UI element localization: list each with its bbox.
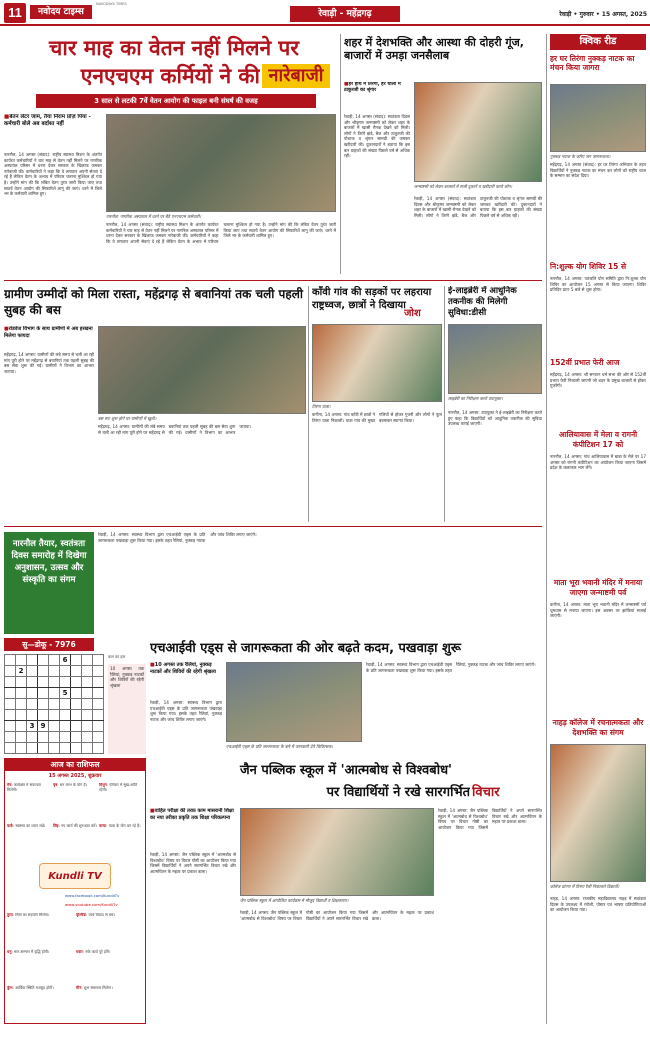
sudoku-cell[interactable]: [5, 743, 16, 754]
sudoku-hint: कल का हल: [108, 654, 126, 659]
sudoku-cell[interactable]: [93, 699, 104, 710]
paper-tag: NAVODAYA TIMES: [96, 2, 127, 6]
sudoku-cell[interactable]: [27, 677, 38, 688]
rashi-sign: सिंह: [53, 823, 59, 829]
sudoku-cell[interactable]: [38, 699, 49, 710]
sudoku-cell[interactable]: [27, 710, 38, 721]
nahar-college-caption: कॉलेज प्रांगण में तिरंगा रैली निकालते विद्यार्थी।: [550, 884, 620, 889]
sudoku-cell[interactable]: [16, 655, 27, 666]
rashi-text: मित्रों का सहयोग मिलेगा।: [15, 913, 50, 917]
sudoku-cell[interactable]: [27, 688, 38, 699]
rashi-text: नए कार्य की शुरुआत करें।: [61, 823, 97, 829]
sudoku-cell[interactable]: [82, 699, 93, 710]
sudoku-cell[interactable]: [27, 699, 38, 710]
nahar-college-photo: [550, 744, 646, 882]
yoga-headline: नि:शुल्क योग शिविर 15 से: [550, 262, 627, 271]
sudoku-cell[interactable]: [27, 666, 38, 677]
masthead: [0, 0, 650, 26]
bus-photo: [98, 326, 306, 414]
rashi-item: वृश्चिक: व्यर्थ विवाद से बचें।: [76, 913, 115, 917]
rashi-item: मिथुन: परिवार में सुख-शांति रहेगी।: [99, 783, 138, 792]
rashi-item: कन्या: यात्रा के योग बन रहे हैं।: [99, 823, 141, 829]
sudoku-cell[interactable]: [5, 666, 16, 677]
kanvi-photo: [312, 324, 442, 402]
jain-caption: जैन पब्लिक स्कूल में आयोजित कार्यक्रम में मौजूद विद्यार्थी व शिक्षकगण।: [240, 898, 349, 903]
sudoku-cell[interactable]: [60, 666, 71, 677]
rashi-sign: वृष: [53, 783, 58, 787]
sudoku-cell[interactable]: [49, 699, 60, 710]
sudoku-cell[interactable]: 2: [16, 666, 27, 677]
rashi-sign: तुला: [7, 913, 13, 917]
sudoku-cell[interactable]: 3: [27, 721, 38, 732]
sudoku-cell[interactable]: [60, 721, 71, 732]
rashi-text: धन लाभ के योग हैं।: [59, 783, 88, 787]
sudoku-cell[interactable]: [93, 655, 104, 666]
sudoku-cell[interactable]: 9: [38, 721, 49, 732]
rashi-text: रुके कार्य पूरे होंगे।: [85, 948, 111, 954]
rashifal-box: [4, 758, 146, 1024]
bus-caption: बस रूट शुरू होने पर ग्रामीणों में खुशी।: [98, 416, 157, 421]
tiranga-bullet: ■ हर हाथ में तिरंगा, हर थाली में ठाकुरजी का श्रृंगार: [344, 82, 410, 112]
sudoku-cell[interactable]: [71, 710, 82, 721]
page-number: 11: [4, 3, 26, 23]
rashi-item: कर्क: स्वास्थ्य का ध्यान रखें।: [7, 823, 46, 829]
sudoku-cell[interactable]: [93, 743, 104, 754]
rashi-item: तुला: मित्रों का सहयोग मिलेगा।: [7, 913, 50, 917]
lead-photo: [106, 114, 336, 212]
elibrary-headline: ई-लाइब्रेरी में आधुनिक तकनीक की मिलेगी सुविधा:डीसी: [448, 286, 517, 318]
rashi-text: यात्रा के योग बन रहे हैं।: [108, 823, 141, 829]
rashi-item: मीन: शुभ समाचार मिलेगा।: [76, 985, 113, 991]
sudoku-cell[interactable]: [38, 732, 49, 743]
facebook-link[interactable]: www.facebook.com/KundliTv: [65, 893, 120, 898]
rashi-sign: कुंभ: [7, 985, 13, 991]
sudoku-cell[interactable]: [5, 721, 16, 732]
nahar-college-body: नाहड़, 14 अगस्त: राजकीय महाविद्यालय नाहड़ में स्वतंत्रता दिवस के उपलक्ष्य में रंगोली, पोस्टर एवं भाषण प्रतियोगिताओं का आयोजन किया गया।: [550, 896, 646, 913]
jain-body-2: रेवाड़ी, 14 अगस्त: जैन पब्लिक स्कूल में 'आत्मबोध से विश्वबोध' विषय पर विचार गोष्ठी का आयोजन किया गया जिसमें विद्यार्थियों ने अपने सारगर्भित विचार रखे और आत्मचिंतन के महत्व पर प्रकाश डाला।: [240, 910, 434, 921]
rashi-text: कार्यक्षेत्र में सफलता मिलेगी।: [7, 783, 41, 792]
lead-headline-highlight: नारेबाजी: [262, 64, 330, 88]
sudoku-cell[interactable]: [71, 743, 82, 754]
rashi-text: शुभ समाचार मिलेगा।: [83, 985, 113, 991]
tiranga-caption: जन्माष्टमी को लेकर बाजारों में सजी दुकानें व खरीदारी करते लोग।: [414, 184, 513, 189]
sudoku-cell[interactable]: [27, 743, 38, 754]
rashi-item: धनु: मान-सम्मान में वृद्धि होगी।: [7, 948, 50, 954]
sudoku-cell[interactable]: [49, 677, 60, 688]
kanvi-headline-highlight: जोश: [404, 308, 421, 319]
green-box: नारनौल तैयार, स्वतंत्रता दिवस समारोह में दिखेगा अनुशासन, उत्सव और संस्कृति का संगम: [4, 532, 94, 634]
sudoku-cell[interactable]: [27, 655, 38, 666]
sudoku-cell[interactable]: [5, 710, 16, 721]
jain-photo: [240, 808, 434, 896]
rashi-item: मेष: कार्यक्षेत्र में सफलता मिलेगी।: [7, 783, 41, 792]
sudoku-rules: 10 अगस्त तक रैलियां, नुक्कड़ नाटकों और शिविरों की रहेगी श्रृंखला: [108, 664, 146, 754]
rashi-text: परिवार में सुख-शांति रहेगी।: [99, 783, 138, 792]
bus-bullet: ■ रोडवेज विभाग के साथ ग्रामीणों में अब हरखना मिलेगा फायदा: [4, 326, 94, 350]
sudoku-cell[interactable]: [71, 666, 82, 677]
sudoku-cell[interactable]: [38, 677, 49, 688]
rashi-text: मान-सम्मान में वृद्धि होगी।: [13, 948, 50, 954]
paper-logo: नवोदय टाइम्स: [30, 5, 92, 19]
sudoku-cell[interactable]: [60, 710, 71, 721]
sudoku-cell[interactable]: [60, 743, 71, 754]
sudoku-cell[interactable]: [27, 732, 38, 743]
bhura-bhawani-headline: माता भूरा भवानी मंदिर में मनाया जाएगा जन्माष्टमी पर्व: [553, 578, 643, 597]
aids-headline: एचआईवी एड्स से जागरूकता की ओर बढ़ते कदम, पखवाड़ा शुरू: [150, 641, 461, 656]
sudoku-cell[interactable]: [49, 688, 60, 699]
sudoku-cell[interactable]: [5, 655, 16, 666]
sudoku-cell[interactable]: [71, 677, 82, 688]
rashifal-grid: [7, 783, 143, 859]
lead-body-2: नारनौल, 14 अगस्त (संवाद): राष्ट्रीय स्वास्थ्य मिशन के अंतर्गत कार्यरत कर्मचारियों ने चार माह से वेतन नहीं मिलने पर नागरिक अस्पताल परिसर में धरना देकर सरकार के खिलाफ जमकर नारेबाजी की। कर्मचारियों ने कहा कि वे लगातार अपनी सेवाएं दे रहे हैं लेकिन वेतन के अभाव में परिवार चलाना मुश्किल हो गया है। उन्होंने मांग की कि लंबित वेतन तुरंत जारी किया जाए तथा सातवें वेतन आयोग की सिफारिशें लागू की जाएं। धरने में जिले भर के कर्मचारी शामिल हुए।: [106, 222, 336, 244]
sudoku-cell[interactable]: [82, 655, 93, 666]
sudoku-cell[interactable]: [16, 699, 27, 710]
sudoku-cell[interactable]: [71, 688, 82, 699]
sudoku-cell[interactable]: [5, 732, 16, 743]
yoga-body: नारनौल, 14 अगस्त: पतंजलि योग समिति द्वारा नि:शुल्क योग शिविर का आयोजन 15 अगस्त से किया जाएगा। शिविर प्रतिदिन प्रातः 5 बजे से शुरू होगा।: [550, 276, 646, 293]
sudoku-cell[interactable]: [38, 666, 49, 677]
jain-body: रेवाड़ी, 14 अगस्त: जैन पब्लिक स्कूल में 'आत्मबोध से विश्वबोध' विषय पर विचार गोष्ठी का आयोजन किया गया जिसमें विद्यार्थियों ने अपने सारगर्भित विचार रखे और आत्मचिंतन के महत्व पर प्रकाश डाला।: [150, 852, 236, 874]
nahar-college-headline: नाहड़ कॉलेज में रचनात्मकता और देशभक्ति का संगम: [552, 718, 644, 737]
aliyawas-headline: आलियावास में मेला व रागनी कंपीटिशन 17 को: [558, 430, 638, 449]
rashi-sign: मिथुन: [99, 783, 107, 787]
sudoku-title: सु—डोकू - 7976: [4, 638, 94, 651]
sudoku-cell[interactable]: [16, 743, 27, 754]
rashi-item: कुंभ: आर्थिक स्थिति मजबूत होगी।: [7, 985, 54, 991]
quick-read-label: क्विक रीड: [550, 34, 646, 50]
elibrary-photo: [448, 324, 542, 394]
kanvi-caption: तिरंगा यात्रा।: [312, 404, 331, 409]
section-title: रेवाड़ी - महेंद्रगढ़: [290, 6, 400, 22]
rashi-item: वृष: धन लाभ के योग हैं।: [53, 783, 88, 787]
jain-headline-2: पर विद्यार्थियों ने रखे सारगर्भित: [326, 785, 470, 800]
lead-photo-caption: नारनौल: नागरिक अस्पताल में धरने पर बैठे एनएचएम कर्मचारी।: [106, 214, 202, 219]
lead-subheadline: 3 साल से लटकी 7वें वेतन आयोग की फाइल बनी संघर्ष की वजह: [36, 94, 316, 108]
sudoku-cell[interactable]: [60, 677, 71, 688]
sudoku-cell[interactable]: 5: [60, 688, 71, 699]
sudoku-cell[interactable]: [49, 655, 60, 666]
kanvi-headline: काँवी गांव की सड़कों पर लहराया राष्ट्रध्वज, छात्रों ने दिखाया: [312, 287, 432, 311]
sudoku-cell[interactable]: [93, 688, 104, 699]
rashi-text: आर्थिक स्थिति मजबूत होगी।: [15, 985, 54, 991]
sudoku-cell[interactable]: [82, 710, 93, 721]
rashi-sign: मकर: [76, 948, 83, 954]
sudoku-cell[interactable]: 6: [60, 655, 71, 666]
rashi-item: सिंह: नए कार्य की शुरुआत करें।: [53, 823, 97, 829]
sudoku-cell[interactable]: [82, 666, 93, 677]
rashi-sign: वृश्चिक: [76, 913, 87, 917]
sudoku-cell[interactable]: [93, 710, 104, 721]
aids-caption: एचआईवी एड्स के प्रति जागरूकता के बारे में जानकारी देते चिकित्सक।: [226, 744, 333, 749]
kanvi-body: कनीना, 14 अगस्त: गांव काँवी में छात्रों ने तिरंगा यात्रा निकाली। यात्रा गांव की मुख्य गलियों से होकर गुजरी और लोगों ने फूल बरसाकर स्वागत किया।: [312, 412, 442, 423]
bhura-bhawani-body: कनीना, 14 अगस्त: माता भूरा भवानी मंदिर में जन्माष्टमी पर्व धूमधाम से मनाया जाएगा। इस अवसर पर झांकियां सजाई जाएंगी।: [550, 602, 646, 619]
row3-body-a: रेवाड़ी, 14 अगस्त: स्वास्थ्य विभाग द्वारा एचआईवी एड्स के प्रति जागरूकता पखवाड़ा शुरू किया गया। इसके तहत रैलियां, नुक्कड़ नाटक और जांच शिविर लगाए जाएंगे।: [98, 532, 257, 543]
sudoku-cell[interactable]: [16, 732, 27, 743]
rashifal-grid-2: [7, 913, 143, 1021]
sudoku-cell[interactable]: [49, 666, 60, 677]
lead-body: नारनौल, 14 अगस्त (संवाद): राष्ट्रीय स्वास्थ्य मिशन के अंतर्गत कार्यरत कर्मचारियों ने चार माह से वेतन नहीं मिलने पर नागरिक अस्पताल परिसर में धरना देकर सरकार के खिलाफ जमकर नारेबाजी की। कर्मचारियों ने कहा कि वे लगातार अपनी सेवाएं दे रहे हैं लेकिन वेतन के अभाव में परिवार चलाना मुश्किल हो गया है। उन्होंने मांग की कि लंबित वेतन तुरंत जारी किया जाए तथा सातवें वेतन आयोग की सिफारिशें लागू की जाएं। धरने में जिले भर के कर्मचारी शामिल हुए।: [4, 152, 102, 197]
bus-body: महेंद्रगढ़, 14 अगस्त: ग्रामीणों की लंबे समय से चली आ रही मांग पूरी होने पर महेंद्रगढ़ से बवानियां तक पहली सुबह की बस सेवा शुरू की गई। ग्रामीणों ने विभाग का आभार जताया।: [4, 352, 94, 374]
bus-body-2: महेंद्रगढ़, 14 अगस्त: ग्रामीणों की लंबे समय से चली आ रही मांग पूरी होने पर महेंद्रगढ़ से बवानियां तक पहली सुबह की बस सेवा शुरू की गई। ग्रामीणों ने विभाग का आभार जताया।: [98, 424, 251, 435]
lead-bullet: ■ बेतन लेटर जाम, तैया निराम प्रोज़ पिया - कर्मचारी बोले अब बर्दाश्त नहीं: [4, 114, 102, 150]
sudoku-cell[interactable]: [71, 655, 82, 666]
aids-photo: [226, 662, 362, 742]
lead-headline-1: चार माह का वेतन नहीं मिलने पर: [49, 36, 299, 60]
jain-bullet: ■ वाहित परीक्षा की तरफ़ काम मासरानी शिक्षा का नया तरीका प्रकृति तक शिक्षा परिकल्पना: [150, 808, 236, 850]
sudoku-cell[interactable]: [93, 721, 104, 732]
rashi-text: स्वास्थ्य का ध्यान रखें।: [15, 823, 46, 829]
sudoku-cell[interactable]: [71, 721, 82, 732]
sudoku-cell[interactable]: [5, 699, 16, 710]
jain-body-3: रेवाड़ी, 14 अगस्त: जैन पब्लिक स्कूल में 'आत्मबोध से विश्वबोध' विषय पर विचार गोष्ठी का आयोजन किया गया जिसमें विद्यार्थियों ने अपने सारगर्भित विचार रखे और आत्मचिंतन के महत्व पर प्रकाश डाला।: [438, 808, 542, 830]
tiranga-photo: [414, 82, 542, 182]
rashifal-date: 15 अगस्त 2025, शुक्रवार: [48, 773, 102, 779]
rashi-sign: कन्या: [99, 823, 107, 829]
aids-body: रेवाड़ी, 14 अगस्त: स्वास्थ्य विभाग द्वारा एचआईवी एड्स के प्रति जागरूकता पखवाड़ा शुरू किया गया। इसके तहत रैलियां, नुक्कड़ नाटक और जांच शिविर लगाए जाएंगे।: [150, 700, 222, 722]
sudoku-cell[interactable]: [82, 721, 93, 732]
edition-info: रेवाड़ी • गुरुवार • 15 अगस्त, 2025: [559, 11, 647, 18]
sudoku-grid[interactable]: [4, 654, 104, 754]
sudoku-cell[interactable]: [5, 677, 16, 688]
quick-read-photo: [550, 84, 646, 152]
jain-headline-highlight: विचार: [472, 785, 500, 800]
sudoku-cell[interactable]: [49, 732, 60, 743]
sudoku-cell[interactable]: [5, 688, 16, 699]
rashi-sign: धनु: [7, 948, 12, 954]
tiranga-body: रेवाड़ी, 14 अगस्त (संवाद): स्वतंत्रता दिवस और श्रीकृष्ण जन्माष्टमी को लेकर शहर के बाजारों में खासी रौनक देखने को मिली। लोगों ने तिरंगे झंडे, बैज और ठाकुरजी की पोशाक व श्रृंगार सामग्री की जमकर खरीदारी की। दुकानदारों ने बताया कि इस बार ग्राहकों की संख्या पिछले वर्ष से अधिक रही।: [344, 114, 410, 159]
sudoku-cell[interactable]: [60, 699, 71, 710]
sudoku-cell[interactable]: [38, 688, 49, 699]
prabhat-headline: 152वीं प्रभात फेरी आज: [550, 358, 620, 367]
aids-bullet: ■ 10 अगस्त तक रैलियां, नुक्कड़ नाटकों और शिविरों की रहेगी श्रृंखला: [150, 662, 222, 696]
quick-read-caption: नुक्कड़ नाटक के जरिए जन जागरूकता।: [550, 154, 611, 159]
sudoku-cell[interactable]: [49, 743, 60, 754]
quick-read-body: महेंद्रगढ़, 14 अगस्त (संवाद): हर घर तिरंगा अभियान के तहत विद्यार्थियों ने नुक्कड़ नाटक का मंचन कर लोगों को राष्ट्रीय ध्वज के सम्मान का संदेश दिया।: [550, 162, 646, 179]
sudoku-cell[interactable]: [16, 677, 27, 688]
bus-headline: ग्रामीण उम्मीदों को मिला रास्ता, महेंद्रगढ़ से बवानियां तक चली पहली सुबह की बस: [4, 287, 303, 317]
elibrary-caption: लाइब्रेरी का निरीक्षण करते उपायुक्त।: [448, 396, 503, 401]
sudoku-cell[interactable]: [49, 710, 60, 721]
sudoku-cell[interactable]: [60, 732, 71, 743]
aliyawas-body: नारनौल, 14 अगस्त: गांव आलियावास में बाबा के मेले पर 17 अगस्त को रागनी कंपीटिशन का आयोजन किया जाएगा जिसमें प्रदेश के कलाकार भाग लेंगे।: [550, 454, 646, 471]
prabhat-body: महेंद्रगढ़, 14 अगस्त: श्री सनातन धर्म सभा की ओर से 152वीं प्रभात फेरी निकाली जाएगी जो शहर के प्रमुख बाजारों से होकर गुजरेगी।: [550, 372, 646, 389]
sudoku-cell[interactable]: [82, 688, 93, 699]
rashi-text: व्यर्थ विवाद से बचें।: [88, 913, 115, 917]
sudoku-cell[interactable]: [71, 699, 82, 710]
sudoku-cell[interactable]: [16, 688, 27, 699]
sudoku-cell[interactable]: [49, 721, 60, 732]
sudoku-cell[interactable]: [93, 666, 104, 677]
rashi-sign: मेष: [7, 783, 12, 787]
rashi-sign: मीन: [76, 985, 82, 991]
sudoku-cell[interactable]: [16, 721, 27, 732]
lead-headline-2: एनएचएम कर्मियों ने की: [80, 64, 260, 88]
sudoku-cell[interactable]: [93, 677, 104, 688]
sudoku-cell[interactable]: [38, 655, 49, 666]
sudoku-cell[interactable]: [82, 732, 93, 743]
youtube-link[interactable]: www.youtube.com/KundliTv: [65, 902, 118, 907]
tiranga-body-2: रेवाड़ी, 14 अगस्त (संवाद): स्वतंत्रता दिवस और श्रीकृष्ण जन्माष्टमी को लेकर शहर के बाजारों में खासी रौनक देखने को मिली। लोगों ने तिरंगे झंडे, बैज और ठाकुरजी की पोशाक व श्रृंगार सामग्री की जमकर खरीदारी की। दुकानदारों ने बताया कि इस बार ग्राहकों की संख्या पिछले वर्ष से अधिक रही।: [414, 196, 542, 218]
sudoku-cell[interactable]: [82, 743, 93, 754]
sudoku-cell[interactable]: [82, 677, 93, 688]
tiranga-headline: शहर में देशभक्ति और आस्था की दोहरी गूंज, बाजारों में उमड़ा जनसैलाब: [344, 36, 524, 62]
jain-headline-1: जैन पब्लिक स्कूल में 'आत्मबोध से विश्वबोध': [239, 763, 453, 778]
kundli-logo: Kundli TV: [39, 863, 111, 889]
quick-read-headline: हर घर तिरंगा नुक्कड़ नाटक का मंचन किया जागरा: [550, 54, 635, 72]
rashifal-title: आज का राशिफल: [5, 759, 145, 771]
sudoku-cell[interactable]: [71, 732, 82, 743]
rashi-item: मकर: रुके कार्य पूरे होंगे।: [76, 948, 111, 954]
sudoku-cell[interactable]: [38, 743, 49, 754]
sudoku-cell[interactable]: [38, 710, 49, 721]
sudoku-cell[interactable]: [93, 732, 104, 743]
elibrary-body: नारनौल, 14 अगस्त: उपायुक्त ने ई-लाइब्रेरी का निरीक्षण करते हुए कहा कि विद्यार्थियों को आधुनिक तकनीक की सुविधा उपलब्ध कराई जाएगी।: [448, 410, 542, 427]
aids-body-2: रेवाड़ी, 14 अगस्त: स्वास्थ्य विभाग द्वारा एचआईवी एड्स के प्रति जागरूकता पखवाड़ा शुरू किया गया। इसके तहत रैलियां, नुक्कड़ नाटक और जांच शिविर लगाए जाएंगे।: [366, 662, 536, 673]
rashi-sign: कर्क: [7, 823, 13, 829]
sudoku-cell[interactable]: [16, 710, 27, 721]
